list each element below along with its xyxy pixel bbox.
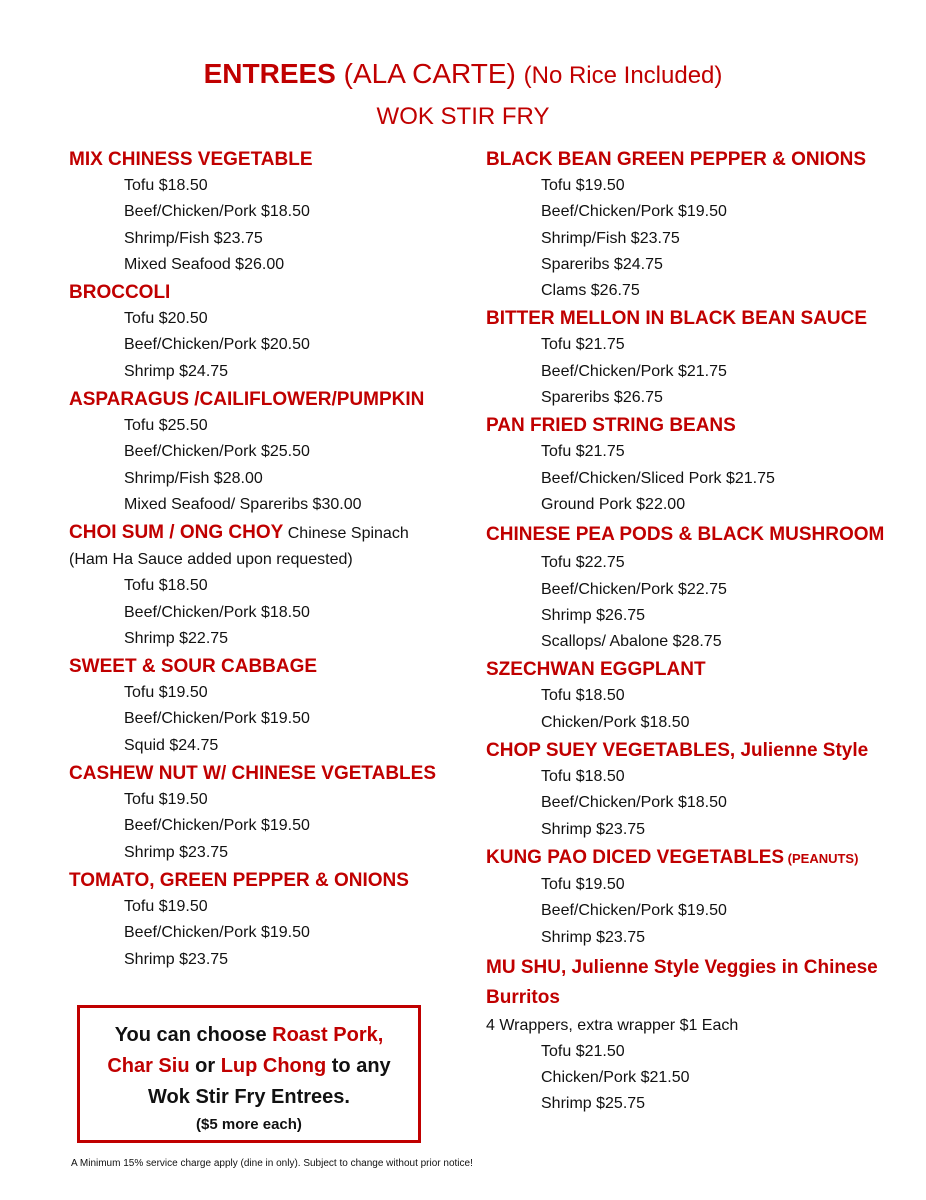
menu-item-price: Chicken/Pork $21.50 xyxy=(541,1069,690,1087)
menu-item-price: Tofu $20.50 xyxy=(124,310,208,328)
menu-item-price: Shrimp $23.75 xyxy=(541,820,646,838)
menu-item-price: Clams $26.75 xyxy=(541,282,640,300)
section-title: CHOI SUM / ONG CHOY Chinese Spinach xyxy=(69,522,409,544)
menu-item-price: Tofu $21.75 xyxy=(541,443,625,461)
section-title: CHINESE PEA PODS & BLACK MUSHROOM xyxy=(486,524,885,546)
menu-item-price: Scallops/ Abalone $28.75 xyxy=(541,633,722,651)
menu-item-price: Mixed Seafood/ Spareribs $30.00 xyxy=(124,495,362,513)
section-note: Chinese Spinach xyxy=(283,525,409,543)
section-description: 4 Wrappers, extra wrapper $1 Each xyxy=(486,1016,739,1034)
menu-section xyxy=(69,145,469,278)
section-title: KUNG PAO DICED VEGETABLES (PEANUTS) xyxy=(486,846,859,868)
menu-item-price: Tofu $25.50 xyxy=(124,417,208,435)
menu-item-price: Beef/Chicken/Pork $22.75 xyxy=(541,580,727,598)
menu-item-price: Shrimp $22.75 xyxy=(124,629,229,647)
menu-item-price: Spareribs $26.75 xyxy=(541,389,663,407)
section-title: BLACK BEAN GREEN PEPPER & ONIONS xyxy=(486,149,867,170)
menu-item-price: Tofu $21.50 xyxy=(541,1042,625,1060)
service-charge-note: A Minimum 15% service charge apply (dine in only). Subject to change without prior notice! xyxy=(71,1158,473,1169)
menu-item-price: Tofu $19.50 xyxy=(124,897,208,915)
menu-item-price: Tofu $19.50 xyxy=(541,875,625,893)
menu-section xyxy=(486,736,906,843)
menu-item-price: Tofu $22.75 xyxy=(541,554,625,572)
section-title: SWEET & SOUR CABBAGE xyxy=(69,656,318,678)
section-title: ASPARAGUS /CAILIFLOWER/PUMPKIN xyxy=(69,389,425,411)
section-title: BROCCOLI xyxy=(69,282,171,304)
menu-section xyxy=(486,951,906,1118)
section-title: MU SHU, Julienne Style Veggies in Chinese Burritos xyxy=(486,956,878,1008)
menu-item-price: Shrimp $24.75 xyxy=(124,362,229,380)
menu-item-price: Beef/Chicken/Pork $18.50 xyxy=(124,203,310,221)
menu-item-price: Shrimp $23.75 xyxy=(541,928,646,946)
menu-item-price: Tofu $18.50 xyxy=(541,768,625,786)
menu-item-price: Beef/Chicken/Pork $19.50 xyxy=(124,924,310,942)
section-title: BITTER MELLON IN BLACK BEAN SAUCE xyxy=(486,308,868,330)
menu-item-price: Spareribs $24.75 xyxy=(541,255,663,273)
menu-item-price: Ground Pork $22.00 xyxy=(541,495,686,513)
section-note: (PEANUTS) xyxy=(784,850,859,866)
menu-item-price: Beef/Chicken/Pork $19.50 xyxy=(541,902,727,920)
menu-item-price: Shrimp $26.75 xyxy=(541,606,646,624)
section-title: PAN FRIED STRING BEANS xyxy=(486,415,736,437)
section-title: CHOP SUEY VEGETABLES, Julienne Style xyxy=(486,740,869,762)
menu-item-price: Beef/Chicken/Pork $18.50 xyxy=(124,603,310,621)
menu-column-right xyxy=(486,145,906,1118)
menu-section xyxy=(69,866,469,973)
menu-section xyxy=(486,304,906,411)
menu-section xyxy=(486,411,906,518)
menu-item-price: Beef/Chicken/Pork $19.50 xyxy=(124,710,310,728)
menu-item-price: Chicken/Pork $18.50 xyxy=(541,713,690,731)
menu-item-price: Shrimp $23.75 xyxy=(124,843,229,861)
menu-section xyxy=(69,518,469,652)
menu-section xyxy=(486,518,906,655)
menu-section xyxy=(69,759,469,866)
menu-section xyxy=(486,655,906,736)
section-title: TOMATO, GREEN PEPPER & ONIONS xyxy=(69,869,409,891)
menu-item-price: Tofu $18.50 xyxy=(124,577,208,595)
section-title: MIX CHINESS VEGETABLE xyxy=(69,149,313,170)
menu-section xyxy=(69,652,469,759)
menu-item-price: Tofu $19.50 xyxy=(124,684,208,702)
menu-item-price: Beef/Chicken/Sliced Pork $21.75 xyxy=(541,469,775,487)
menu-item-price: Shrimp/Fish $23.75 xyxy=(124,229,263,247)
page-title: ENTREES (ALA CARTE) (No Rice Included) xyxy=(203,58,723,89)
menu-item-price: Beef/Chicken/Pork $21.75 xyxy=(541,362,727,380)
section-title: CASHEW NUT W/ CHINESE VGETABLES xyxy=(69,763,436,785)
menu-item-price: Beef/Chicken/Pork $20.50 xyxy=(124,336,310,354)
menu-item-price: Mixed Seafood $26.00 xyxy=(124,255,285,273)
menu-section xyxy=(486,145,906,304)
menu-section xyxy=(69,278,469,385)
menu-section xyxy=(69,385,469,518)
menu-section xyxy=(486,843,906,951)
menu-item-price: Tofu $18.50 xyxy=(541,687,625,705)
page-subtitle: WOK STIR FRY xyxy=(376,103,550,130)
menu-item-price: Shrimp $25.75 xyxy=(541,1095,646,1113)
menu-item-price: Beef/Chicken/Pork $19.50 xyxy=(124,817,310,835)
menu-column-left xyxy=(69,145,469,973)
menu-item-price: Beef/Chicken/Pork $19.50 xyxy=(541,203,727,221)
menu-item-price: Squid $24.75 xyxy=(124,736,219,754)
section-title: SZECHWAN EGGPLANT xyxy=(486,659,706,681)
menu-item-price: Shrimp $23.75 xyxy=(124,950,229,968)
menu-item-price: Tofu $18.50 xyxy=(124,177,208,194)
menu-item-price: Shrimp/Fish $23.75 xyxy=(541,229,680,247)
section-description: (Ham Ha Sauce added upon requested) xyxy=(69,551,353,569)
menu-item-price: Tofu $19.50 xyxy=(541,177,625,194)
menu-item-price: Beef/Chicken/Pork $25.50 xyxy=(124,443,310,461)
menu-item-price: Tofu $19.50 xyxy=(124,791,208,809)
add-on-promo-box: You can choose Roast Pork, Char Siu or Lup Chong to any Wok Stir Fry Entrees. ($5 more each) xyxy=(77,1005,421,1143)
menu-item-price: Tofu $21.75 xyxy=(541,336,625,354)
menu-item-price: Beef/Chicken/Pork $18.50 xyxy=(541,794,727,812)
menu-item-price: Shrimp/Fish $28.00 xyxy=(124,469,263,487)
